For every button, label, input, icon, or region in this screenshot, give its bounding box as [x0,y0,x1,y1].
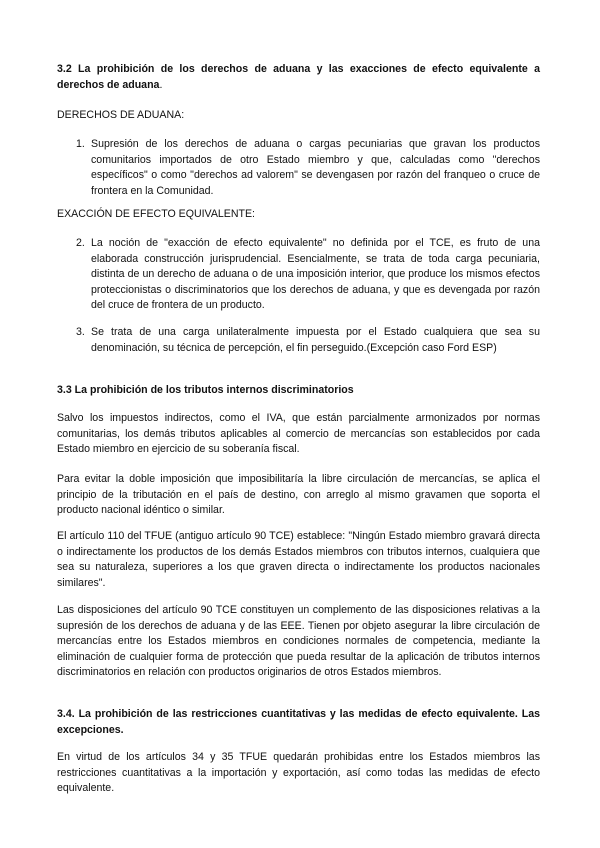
paragraph-3: El artículo 110 del TFUE (antiguo artículo 90 TCE) establece: "Ningún Estado miembro gravará directa o indirectamente los productos de los demás Estados miembros con tributos internos, cualquiera que sea su naturaleza, superiores a los que graven directa o indirectamente los productos nacionales similares". [57,530,540,589]
paragraph-2: Para evitar la doble imposición que imposibilitaría la libre circulación de mercancías, se aplica el principio de la tributación en el país de destino, con arreglo al mismo gravamen que soporta el producto nacional idéntico o similar. [57,473,540,517]
item-2-text: La noción de "exacción de efecto equivalente" no definida por el TCE, es fruto de una elaborada construcción jurisprudencial. Esencialmente, se trata de toda carga pecuniaria, distinta de un derecho de aduana o de una imposición interior, que produce los mismos efectos proteccionistas o discriminatorios que los derechos de aduana, y que es devengada por razón del cruce de frontera de un producto. [91,237,540,312]
item-3-number: 3. [76,326,85,338]
section-3-3-title: 3.3 La prohibición de los tributos internos discriminatorios [57,384,354,396]
derechos-heading: DERECHOS DE ADUANA: [57,109,185,121]
paragraph-1: Salvo los impuestos indirectos, como el IVA, que están parcialmente armonizados por normas comunitarias, los demás tributos aplicables al comercio de mercancías son establecidos por cada Estado miembro en ejercicio de su soberanía fiscal. [57,412,540,456]
item-1-number: 1. [76,138,85,150]
exaccion-heading: EXACCIÓN DE EFECTO EQUIVALENTE: [57,208,255,220]
paragraph-5: En virtud de los artículos 34 y 35 TFUE quedarán prohibidas entre los Estados miembros las restricciones cuantitativas a la importación y exportación, así como todas las medidas de efecto equivalente. [57,751,540,795]
section-3-2-title [57,62,540,93]
paragraph-4: Las disposiciones del artículo 90 TCE constituyen un complemento de las disposiciones relativas a la supresión de los derechos de aduana y de las EEE. Tienen por objeto asegurar la libre circulación de mercancías entre los Estados miembros en condiciones normales de competencia, mediante la eliminación de cualquier forma de protección que pueda resultar de la aplicación de tributos internos discriminatorios en relación con productos originarios de otros Estados miembros. [57,604,540,679]
section-3-2-title-period: . [159,78,163,91]
item-2-number: 2. [76,237,85,249]
section-3-4-title: 3.4. La prohibición de las restricciones cuantitativas y las medidas de efecto equivalente. Las excepciones. [57,708,540,736]
item-3-text: Se trata de una carga unilateralmente impuesta por el Estado cualquiera que sea su denominación, su técnica de percepción, el fin perseguido.(Excepción caso Ford ESP) [91,326,540,354]
item-1-text: Supresión de los derechos de aduana o cargas pecuniarias que gravan los productos comunitarios importados de otro Estado miembro y que, calculadas como "derechos específicos" o como "derechos ad valorem" se devengasen por razón del franqueo o cruce de frontera en la Comunidad. [91,138,540,197]
section-3-2-title-text: 3.2 La prohibición de los derechos de aduana y las exacciones de efecto equivalente a derechos de aduana [57,63,540,91]
